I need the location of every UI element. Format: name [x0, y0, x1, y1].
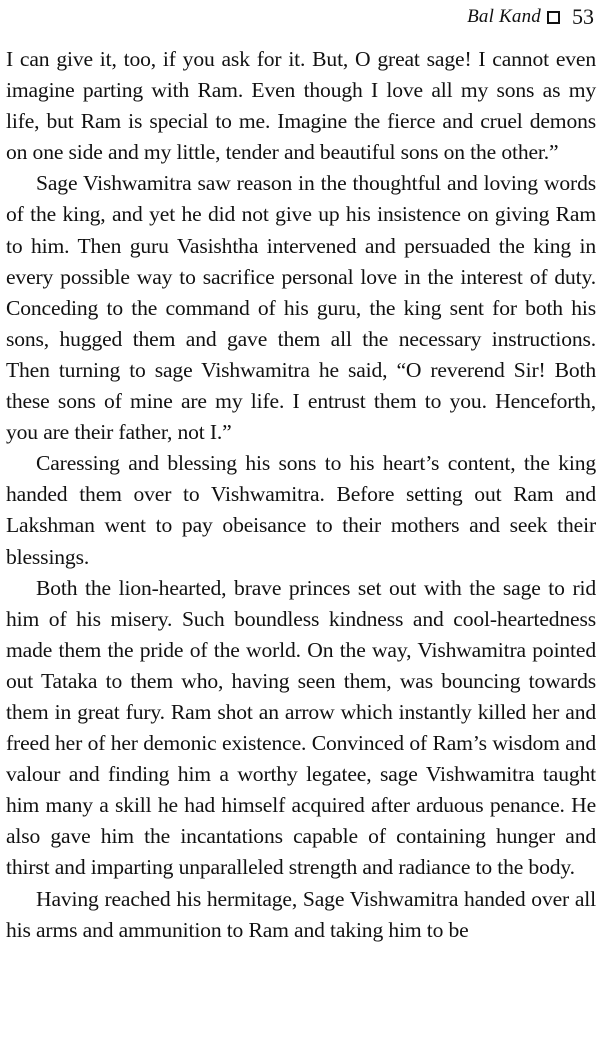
running-header [467, 2, 594, 32]
chapter-title: Bal Kand [467, 6, 541, 27]
paragraph-5: Having reached his hermitage, Sage Vishwamitra handed over all his arms and ammunition to Ram and taking him to be [6, 886, 596, 942]
square-bullet-icon [547, 11, 560, 24]
body-text [6, 44, 596, 946]
paragraph-4: Both the lion-hearted, brave princes set out with the sage to rid him of his misery. Such boundless kindness and cool-heartedness made them the pride of the world. On the way, Vishwamitra pointed out Tataka to them who, having seen them, was bouncing towards them in great fury. Ram shot an arrow which instantly killed her and freed her of her demonic existence. Convinced of Ram’s wisdom and valour and finding him a worthy legatee, sage Vishwamitra taught him many a skill he had himself acquired after arduous penance. He also gave him the incantations capable of containing hunger and thirst and imparting unparalleled strength and radiance to the body. [6, 575, 596, 880]
paragraph-2: Sage Vishwamitra saw reason in the thoughtful and loving words of the king, and yet he did not give up his insistence on giving Ram to him. Then guru Vasishtha intervened and persuaded the king in every possible way to sacrifice personal love in the interest of duty. Conceding to the command of his guru, the king sent for both his sons, hugged them and gave them all the necessary instructions. Then turning to sage Vishwamitra he said, “O reverend Sir! Both these sons of mine are my life. I entrust them to you. Henceforth, you are their father, not I.” [6, 171, 596, 445]
paragraph-1: I can give it, too, if you ask for it. But, O great sage! I cannot even imagine parting with Ram. Even though I love all my sons as my life, but Ram is special to me. Imagine the fierce and cruel demons on one side and my little, tender and beautiful sons on the other.” [6, 47, 596, 165]
paragraph-3: Caressing and blessing his sons to his heart’s content, the king handed them over to Vishwamitra. Before setting out Ram and Lakshman went to pay obeisance to their mothers and seek their blessings. [6, 451, 596, 569]
page-number: 53 [572, 4, 594, 29]
